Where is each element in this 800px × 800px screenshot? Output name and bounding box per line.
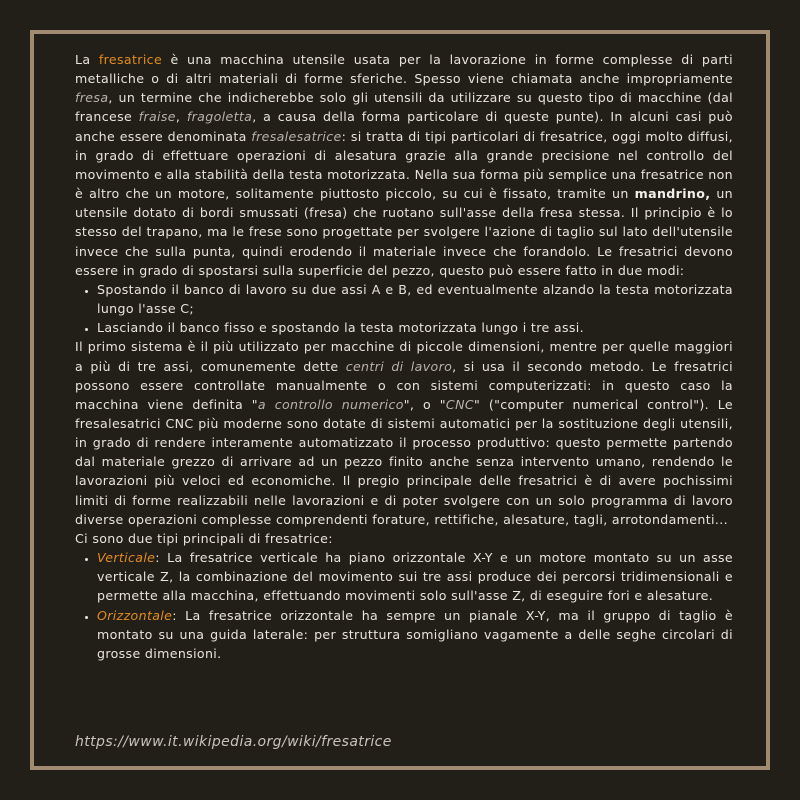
text: : La fresatrice verticale ha piano orizzontale X-Y e un motore montato su un asse verticale Z, la combinazione del movimento sui tre assi produce dei percorsi tridimensionali e permette alla macchina, effettuando movimenti solo sull'asse Z, di eseguire fori e alesature. bbox=[97, 550, 733, 604]
text: La bbox=[75, 52, 99, 67]
types-list bbox=[75, 548, 733, 663]
source-link[interactable]: https://www.it.wikipedia.org/wiki/fresatrice bbox=[75, 734, 392, 750]
text: un utensile dotato di bordi smussati (fresa) che ruotano sull'asse della fresa stessa. Il principio è lo stesso del trapano, ma le frese sono progettate per svolgere l'azione di taglio sul lato dell'utensile invece che sulla punta, quindi erodendo il materiale invece che forandolo. Le fresatrici devono essere in grado di spostarsi sulla superficie del pezzo, questo può essere fatto in due modi: bbox=[75, 186, 733, 278]
text: , un termine che indicherebbe solo gli utensili da utilizzare su questo tipo di macchine (dal francese bbox=[75, 90, 733, 125]
text: Il primo sistema è il più utilizzato per macchine di piccole dimensioni, mentre per quelle maggiori a più di tre assi, comunemente dette bbox=[75, 339, 733, 374]
movement-modes-list bbox=[75, 280, 733, 337]
term-mandrino: mandrino, bbox=[634, 186, 711, 202]
term-centri-di-lavoro: centri di lavoro bbox=[345, 358, 453, 374]
cnc-paragraph bbox=[75, 337, 733, 529]
list-item-orizzontale bbox=[97, 606, 733, 663]
term-verticale: Verticale bbox=[97, 550, 156, 566]
text: , a causa della forma particolare di queste punte). In alcuni casi può anche essere denominata bbox=[75, 109, 733, 144]
term-fraise: fraise bbox=[138, 109, 176, 125]
article-body bbox=[75, 50, 733, 663]
term-orizzontale: Orizzontale bbox=[97, 607, 173, 623]
list-item: • Lasciando il banco fisso e spostando la testa motorizzata lungo i tre assi. bbox=[97, 318, 733, 337]
term-fragoletta: fragoletta bbox=[186, 109, 253, 125]
text: " ("computer numerical control"). Le fresalesatrici CNC più moderne sono dotate di sistemi automatici per la sostituzione degli utensili, in grado di rendere interamente automatizzato il processo produttivo: questo permette partendo dal materiale grezzo di arrivare ad un pezzo finito anche senza intervento umano, rendendo le lavorazioni più veloci ed economiche. Il pregio principale delle fresatrici è di avere pochissimi limiti di forme realizzabili nelle lavorazioni e di poter svolgere con un solo programma di lavoro diverse operazioni complesse comprendenti forature, rettifiche, alesature, tagli, arrotondamenti... bbox=[75, 396, 733, 527]
term-cnc: CNC bbox=[445, 396, 474, 412]
term-fresalesatrice: fresalesatrice bbox=[251, 128, 342, 144]
text: : si tratta di tipi particolari di fresatrice, oggi molto diffusi, in grado di effettuare operazioni di alesatura grazie alla grande precisione nel controllo del movimento e alla stabilità della testa motorizzata. Nella sua forma più semplice una fresatrice non è altro che un motore, solitamente piuttosto piccolo, su cui è fissato, tramite un bbox=[75, 128, 733, 202]
list-item: • Spostando il banco di lavoro su due assi A e B, ed eventualmente alzando la testa motorizzata lungo l'asse C; bbox=[97, 280, 733, 318]
keyword-fresatrice: fresatrice bbox=[98, 52, 163, 67]
text: ", o " bbox=[403, 396, 446, 412]
text: : La fresatrice orizzontale ha sempre un pianale X-Y, ma il gruppo di taglio è montato su una guida laterale: per struttura somigliano vagamente a delle seghe circolari di grosse dimensioni. bbox=[97, 607, 733, 661]
term-controllo-numerico: a controllo numerico bbox=[257, 396, 404, 412]
list-item-verticale bbox=[97, 548, 733, 605]
text: è una macchina utensile usata per la lavorazione in forme complesse di parti metalliche o di altri materiali di forme sferiche. Spesso viene chiamata anche impropriamente bbox=[75, 52, 733, 87]
article-frame bbox=[30, 30, 770, 770]
intro-paragraph bbox=[75, 50, 733, 280]
types-intro: Ci sono due tipi principali di fresatrice: bbox=[75, 530, 333, 546]
text: , si usa il secondo metodo. Le fresatrici possono essere controllate manualmente o con sistemi computerizzati: in questo caso la macchina viene definita " bbox=[75, 358, 733, 412]
text: , bbox=[175, 109, 187, 125]
term-fresa: fresa bbox=[75, 90, 109, 106]
